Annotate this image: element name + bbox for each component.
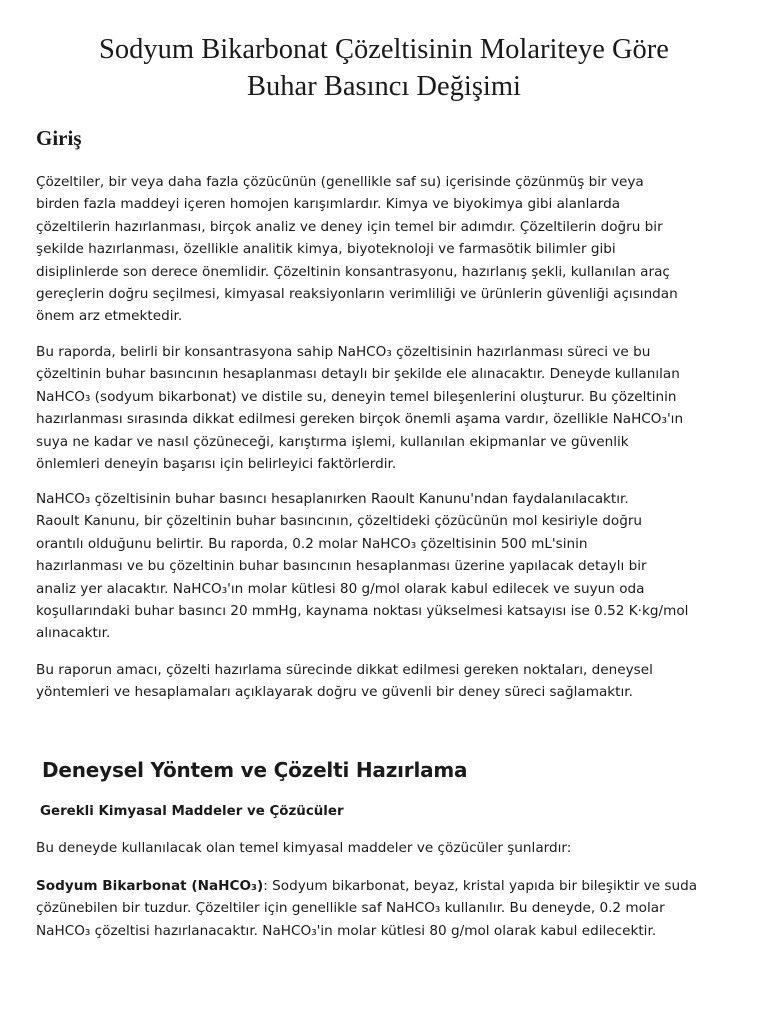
sodium-bicarbonate-item [36, 875, 736, 942]
text-line: şekilde hazırlanması, özellikle analitik kimya, biyoteknoloji ve farmasötik bilimler gibi [36, 241, 616, 258]
text-line: hazırlanması ve bu çözeltinin buhar basıncının hesaplanması üzerine yapılacak detaylı bir [36, 558, 647, 575]
text-line: Raoult Kanunu, bir çözeltinin buhar basıncının, çözeltideki çözücünün mol kesiriyle doğru [36, 513, 643, 530]
title-line: Sodyum Bikarbonat Çözeltisinin Molariteye Göre [99, 34, 669, 65]
text-line: çözeltilerin hazırlanması, birçok analiz ve deney için temel bir adımdır. Çözeltilerin doğru bir [36, 218, 663, 235]
method-section-heading: Deneysel Yöntem ve Çözelti Hazırlama [42, 758, 468, 782]
text-line: Bu deneyde kullanılacak olan temel kimyasal maddeler ve çözücüler şunlardır: [36, 840, 572, 856]
text-line: hazırlanması sırasında dikkat edilmesi gereken birçok önemli aşama vardır, özellikle NaHCO₃'ın [36, 411, 684, 428]
title-line: Buhar Basıncı Değişimi [247, 71, 521, 102]
intro-heading: Giriş [36, 126, 82, 150]
text-line: orantılı olduğunu belirtir. Bu raporda, 0.2 molar NaHCO₃ çözeltisinin 500 mL'sinin [36, 535, 588, 552]
text-line: yöntemleri ve hesaplamaları açıklayarak doğru ve güvenli bir deney süreci sağlamaktır. [36, 684, 633, 701]
sodium-bicarbonate-desc: : Sodyum bikarbonat, beyaz, kristal yapıda bir bileşiktir ve suda [263, 878, 698, 894]
intro-paragraph-4 [36, 659, 736, 704]
text-line: analiz yer alacaktır. NaHCO₃'ın molar kütlesi 80 g/mol olarak kabul edilecek ve suyun oda [36, 580, 645, 597]
text-line: disiplinlerde son derece önemlidir. Çözeltinin konsantrasyonu, hazırlanış şekli, kullanılan araç [36, 263, 670, 280]
intro-paragraph-3 [36, 488, 736, 645]
text-line: NaHCO₃ çözeltisinin buhar basıncı hesaplanırken Raoult Kanunu'ndan faydalanılacaktır. [36, 491, 629, 507]
text-line: alınacaktır. [36, 625, 111, 642]
sodium-bicarbonate-term: Sodyum Bikarbonat (NaHCO₃) [36, 878, 264, 894]
intro-paragraph-2 [36, 341, 736, 475]
text-line: önem arz etmektedir. [36, 308, 183, 325]
chemicals-subheading: Gerekli Kimyasal Maddeler ve Çözücüler [40, 804, 344, 819]
text-line: Bu raporun amacı, çözelti hazırlama sürecinde dikkat edilmesi gereken noktaları, deneysel [36, 662, 653, 678]
intro-paragraph-1 [36, 171, 736, 328]
chemicals-intro [36, 837, 736, 859]
text-line: suya ne kadar ve nasıl çözüneceği, karıştırma işlemi, kullanılan ekipmanlar ve güvenlik [36, 433, 629, 450]
text-line: Bu raporda, belirli bir konsantrasyona sahip NaHCO₃ çözeltisinin hazırlanması süreci ve bu [36, 344, 651, 360]
text-line: çözeltinin buhar basıncının hesaplanması detaylı bir şekilde ele alınacaktır. Deneyde kullanılan [36, 366, 680, 383]
text-line [36, 875, 736, 897]
text-line: birden fazla maddeyi içeren homojen karışımlardır. Kimya ve biyokimya gibi alanlarda [36, 196, 621, 213]
text-line: koşullarındaki buhar basıncı 20 mmHg, kaynama noktası yükselmesi katsayısı ise 0.52 K·kg/mol [36, 603, 689, 620]
page-title [20, 31, 748, 105]
text-line: gereçlerin doğru seçilmesi, kimyasal reaksiyonların verimliliği ve ürünlerin güvenliği açısından [36, 286, 678, 303]
text-line: çözünebilen bir tuzdur. Çözeltiler için genellikle saf NaHCO₃ kullanılır. Bu deneyde, 0.2 molar [36, 900, 665, 917]
text-line: NaHCO₃ çözeltisi hazırlanacaktır. NaHCO₃'in molar kütlesi 80 g/mol olarak kabul edilecektir. [36, 922, 657, 939]
text-line: Çözeltiler, bir veya daha fazla çözücünün (genellikle saf su) içerisinde çözünmüş bir veya [36, 174, 644, 190]
text-line: NaHCO₃ (sodyum bikarbonat) ve distile su, deneyin temel bileşenlerini oluşturur. Bu çözeltinin [36, 388, 677, 405]
text-line: önlemleri deneyin başarısı için belirleyici faktörlerdir. [36, 456, 397, 473]
